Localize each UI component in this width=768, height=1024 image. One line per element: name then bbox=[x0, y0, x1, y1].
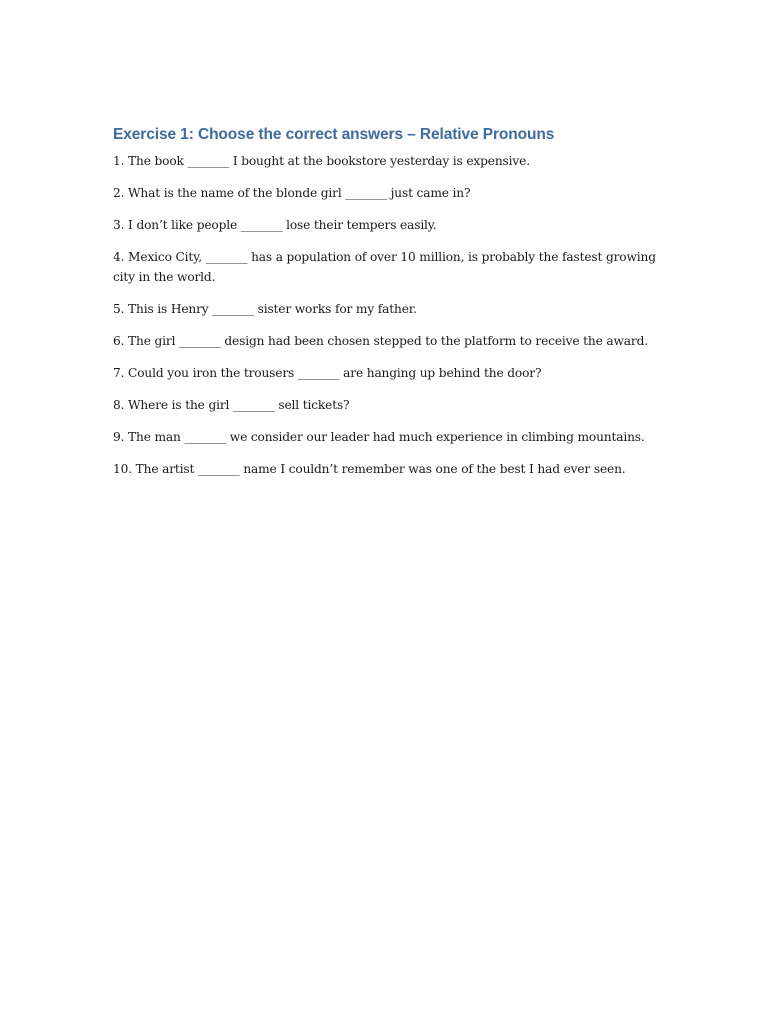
question-item: 6. The girl _______ design had been chosen stepped to the platform to receive the award. bbox=[113, 333, 648, 348]
question-item: 3. I don’t like people _______ lose their tempers easily. bbox=[113, 218, 437, 232]
question-item: 7. Could you iron the trousers _______ are hanging up behind the door? bbox=[113, 365, 542, 380]
question-item: 1. The book _______ I bought at the bookstore yesterday is expensive. bbox=[113, 154, 530, 168]
question-item: 5. This is Henry _______ sister works for my father. bbox=[113, 301, 417, 316]
question-item: 10. The artist _______ name I couldn’t remember was one of the best I had ever seen. bbox=[113, 461, 626, 476]
question-item: 8. Where is the girl _______ sell tickets? bbox=[113, 397, 350, 412]
question-item: 4. Mexico City, _______ has a population of over 10 million, is probably the fastest growing city in the world. bbox=[113, 250, 656, 284]
question-item: 9. The man _______ we consider our leader had much experience in climbing mountains. bbox=[113, 429, 645, 444]
question-list bbox=[113, 152, 658, 479]
exercise-title: Exercise 1: Choose the correct answers – Relative Pronouns bbox=[113, 126, 555, 143]
question-item: 2. What is the name of the blonde girl _______ just came in? bbox=[113, 186, 471, 200]
document-content bbox=[113, 124, 658, 492]
